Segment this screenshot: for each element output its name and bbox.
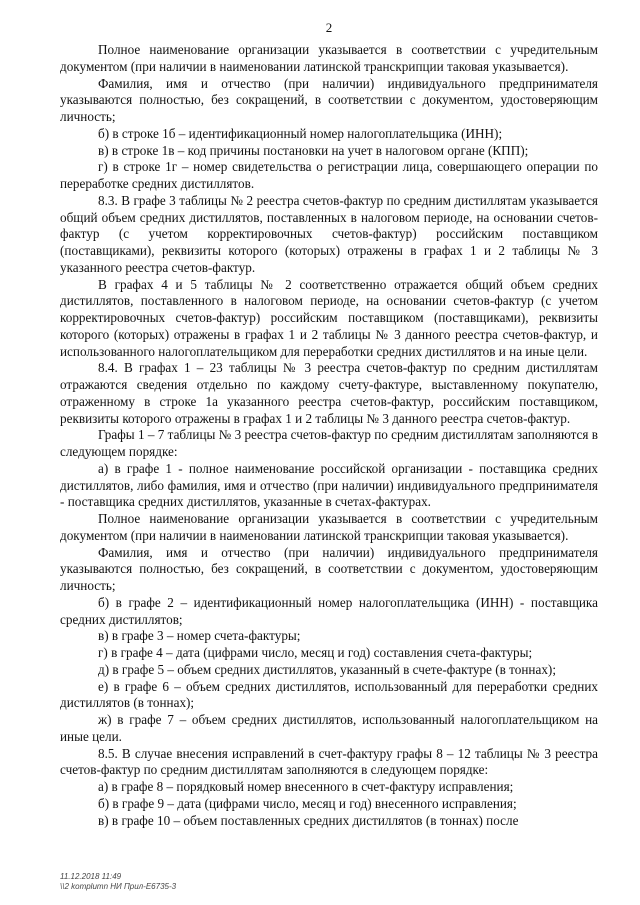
footer-timestamp: 11.12.2018 11:49: [60, 872, 122, 881]
paragraph: Фамилия, имя и отчество (при наличии) индивидуального предпринимателя указываются полностью, без сокращений, в соответствии с документом, удостоверяющим личность;: [60, 544, 598, 593]
document-footer: [60, 872, 176, 892]
footer-file-path: \\2 komplumn НИ Прил-Е6735-3: [60, 882, 177, 891]
document-body: [60, 42, 598, 829]
paragraph: 8.4. В графах 1 – 23 таблицы № 3 реестра счетов-фактур по средним дистиллятам отражаются сведения отдельно по каждому счету-фактуре, выставленному покупателю, отраженному в строке 1а указанного реестра счетов-фактур, российским поставщиком, реквизиты которого отражены в графах 1 и 2 таблицы № 3 данного реестра счетов-фактур.: [60, 360, 598, 426]
paragraph: Фамилия, имя и отчество (при наличии) индивидуального предпринимателя указываются полностью, без сокращений, в соответствии с документом, удостоверяющим личность;: [60, 75, 598, 124]
paragraph: 8.3. В графе 3 таблицы № 2 реестра счетов-фактур по средним дистиллятам указывается общий объем средних дистиллятов, поставленных в налоговом периоде, на основании счетов-фактур (с учетом корректировочных счетов-фактур) российским поставщиком (поставщиками), реквизиты которого (которых) отражены в графах 1 и 2 таблицы № 3 указанного реестра счетов-фактур.: [60, 192, 598, 275]
paragraph: Полное наименование организации указывается в соответствии с учредительным документом (при наличии в наименовании латинской транскрипции таковая указывается).: [60, 42, 598, 74]
paragraph: а) в графе 1 - полное наименование российской организации - поставщика средних дистиллятов, либо фамилия, имя и отчество (при наличии) индивидуального предпринимателя - поставщика средних дистиллятов, указанные в счетах-фактурах.: [60, 460, 598, 510]
paragraph: а) в графе 8 – порядковый номер внесенного в счет-фактуру исправления;: [98, 779, 514, 794]
paragraph: 8.5. В случае внесения исправлений в счет-фактуру графы 8 – 12 таблицы № 3 реестра счетов-фактур по средним дистиллятам заполняются в следующем порядке:: [60, 745, 598, 778]
paragraph: ж) в графе 7 – объем средних дистиллятов, использованный налогоплательщиком на иные цели.: [60, 712, 598, 744]
paragraph: е) в графе 6 – объем средних дистиллятов, использованный для переработки средних дистиллятов (в тоннах);: [60, 678, 598, 711]
paragraph: в) в графе 10 – объем поставленных средних дистиллятов (в тоннах) после: [98, 812, 519, 828]
paragraph: г) в строке 1г – номер свидетельства о регистрации лица, совершающего операции по переработке средних дистиллятов.: [60, 159, 598, 191]
paragraph: Полное наименование организации указывается в соответствии с учредительным документом (при наличии в наименовании латинской транскрипции таковая указывается).: [60, 511, 598, 543]
paragraph: б) в графе 2 – идентификационный номер налогоплательщика (ИНН) - поставщика средних дистиллятов;: [60, 594, 598, 627]
paragraph: б) в строке 1б – идентификационный номер налогоплательщика (ИНН);: [98, 125, 503, 141]
paragraph: в) в графе 3 – номер счета-фактуры;: [98, 628, 301, 644]
paragraph: в) в строке 1в – код причины постановки на учет в налоговом органе (КПП);: [98, 142, 529, 158]
paragraph: г) в графе 4 – дата (цифрами число, месяц и год) составления счета-фактуры;: [98, 645, 533, 660]
paragraph: В графах 4 и 5 таблицы № 2 соответственно отражается общий объем средних дистиллятов, поставленного в налоговом периоде, на основании счетов-фактур (с учетом корректировочных счетов-фактур) российским поставщиком (поставщиками), реквизиты которого (которых) отражены в графах 1 и 2 таблицы № 3 данного реестра счетов-фактур, и использованного налогоплательщиком для переработки средних дистиллятов и на иные цели.: [60, 276, 598, 359]
paragraph: Графы 1 – 7 таблицы № 3 реестра счетов-фактур по средним дистиллятам заполняются в следующем порядке:: [60, 427, 598, 459]
page-number: 2: [325, 20, 333, 35]
paragraph: б) в графе 9 – дата (цифрами число, месяц и год) внесенного исправления;: [98, 795, 517, 811]
paragraph: д) в графе 5 – объем средних дистиллятов, указанный в счете-фактуре (в тоннах);: [98, 661, 556, 677]
